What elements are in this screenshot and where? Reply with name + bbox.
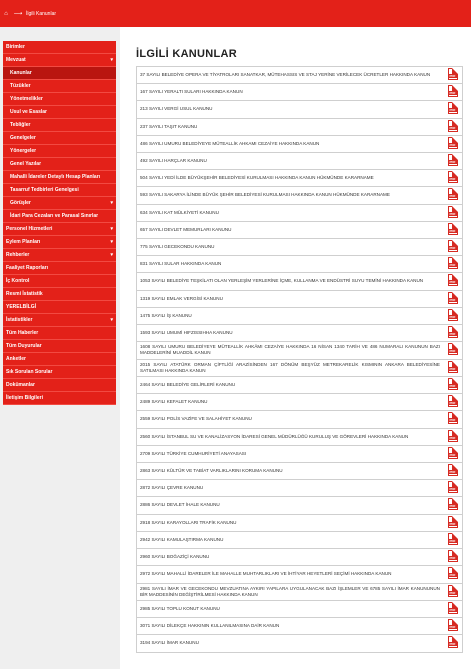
pdf-icon[interactable] [448, 464, 458, 476]
law-title[interactable]: 237 SAYILI TAŞIT KANUNU [137, 118, 444, 135]
pdf-icon[interactable] [448, 292, 458, 304]
law-title[interactable]: 2985 SAYILI TOPLU KONUT KANUNU [137, 600, 444, 617]
pdf-icon-label: PDF [449, 349, 456, 354]
sidebar-item-label: Personel Hizmetleri [6, 226, 53, 232]
sidebar-item[interactable] [3, 184, 116, 197]
sidebar-item[interactable] [3, 54, 116, 67]
pdf-icon-label: PDF [449, 487, 456, 492]
pdf-icon[interactable] [448, 533, 458, 545]
pdf-icon[interactable] [448, 619, 458, 631]
law-download-cell [443, 531, 463, 548]
sidebar-item[interactable] [3, 366, 116, 379]
sidebar-item-label: Anketler [6, 356, 27, 362]
pdf-icon-label: PDF [449, 607, 456, 612]
law-download-cell [443, 583, 463, 600]
breadcrumb-bar [0, 0, 471, 27]
arrow-right-icon: ⟶ [13, 11, 23, 17]
sidebar-item[interactable] [3, 119, 116, 132]
pdf-icon-label: PDF [449, 384, 456, 389]
sidebar-item-label: Kanunlar [10, 70, 32, 76]
sidebar-item[interactable] [3, 314, 116, 327]
sidebar-item[interactable] [3, 80, 116, 93]
pdf-icon-label: PDF [449, 521, 456, 526]
law-row [137, 290, 463, 307]
pdf-icon-label: PDF [449, 435, 456, 440]
law-row [137, 135, 463, 152]
law-download-cell [443, 411, 463, 428]
law-download-cell [443, 635, 463, 652]
pdf-icon[interactable] [448, 498, 458, 510]
pdf-icon[interactable] [448, 412, 458, 424]
law-download-cell [443, 256, 463, 273]
pdf-icon[interactable] [448, 567, 458, 579]
pdf-icon-label: PDF [449, 366, 456, 371]
pdf-icon-label: PDF [449, 194, 456, 199]
law-download-cell [443, 618, 463, 635]
pdf-icon[interactable] [448, 206, 458, 218]
law-title[interactable]: 167 SAYILI YERALTI SULARI HAKKINDA KANUN [137, 84, 444, 101]
law-title[interactable]: 2942 SAYILI KAMULAŞTIRMA KANUNU [137, 531, 444, 548]
law-title[interactable]: 634 SAYILI KAT MÜLKİYETİ KANUNU [137, 204, 444, 221]
sidebar-item-label: Genelgeler [10, 135, 36, 141]
pdf-icon-label: PDF [449, 246, 456, 251]
law-row [137, 463, 463, 480]
pdf-icon[interactable] [448, 378, 458, 390]
law-title[interactable]: 657 SAYILI DEVLET MEMURLARI KANUNU [137, 221, 444, 238]
law-download-cell [443, 463, 463, 480]
sidebar-item-label: İdari Para Cezaları ve Parasal Sınırlar [10, 213, 99, 219]
pdf-icon-label: PDF [449, 177, 456, 182]
law-title[interactable]: 3194 SAYILI İMAR KANUNU [137, 635, 444, 652]
pdf-icon[interactable] [448, 274, 458, 286]
law-title[interactable]: 492 SAYILI HARÇLAR KANUNU [137, 153, 444, 170]
sidebar-item[interactable] [3, 288, 116, 301]
law-title[interactable]: 2981 SAYILI İMAR VE GECEKONDU MEVZUATINA AYKIRI YAPILARA UYGULANACAK BAZI İŞLEMLER VE 6785 SAYILI İMAR KANUNUNUN BİR MADDESİNİN DEĞİŞTİRİLMESİ HAKKINDA KANUN [137, 583, 444, 600]
law-title[interactable]: 1053 SAYILI BELEDİYE TEŞKİLATI OLAN YERLEŞİM YERLERİNE İÇME, KULLANMA VE ENDÜSTRİ SUYU TEMİNİ HAKKINDA KANUN [137, 273, 444, 290]
law-download-cell [443, 67, 463, 84]
pdf-icon[interactable] [448, 223, 458, 235]
law-row [137, 394, 463, 411]
law-title[interactable]: 2560 SAYILI İSTANBUL SU VE KANALİZASYON İDARESİ GENEL MÜDÜRLÜĞÜ KURULUŞ VE GÖREVLERİ HAKKINDA KANUN [137, 428, 444, 445]
sidebar-item[interactable] [3, 158, 116, 171]
law-title[interactable]: 486 SAYILI UMURU BELEDİYEYE MÜTEALLİK AHKAMI CEZAİYE HAKKINDA KANUN [137, 135, 444, 152]
sidebar-item[interactable] [3, 106, 116, 119]
pdf-icon-label: PDF [449, 211, 456, 216]
sidebar-item-label: YERELBİLGİ [6, 304, 37, 310]
law-row [137, 359, 463, 376]
law-download-cell [443, 342, 463, 359]
law-row [137, 204, 463, 221]
sidebar-item-label: Mahalli İdareler Detaylı Hesap Planları [10, 174, 101, 180]
pdf-icon[interactable] [448, 309, 458, 321]
law-download-cell [443, 135, 463, 152]
chevron-down-icon: ▾ [110, 239, 113, 245]
sidebar-item-label: İletişim Bilgileri [6, 395, 43, 401]
law-title[interactable]: 2972 SAYILI MAHALLİ İDARELER İLE MAHALLE MUHTARLIKLARI VE İHTİYAR HEYETLERİ SEÇİMİ HAKKINDA KANUN [137, 566, 444, 583]
law-row [137, 445, 463, 462]
law-title[interactable]: 2872 SAYILI ÇEVRE KANUNU [137, 480, 444, 497]
law-download-cell [443, 101, 463, 118]
law-download-cell [443, 377, 463, 394]
pdf-icon[interactable] [448, 137, 458, 149]
pdf-icon-label: PDF [449, 108, 456, 113]
sidebar-item-label: Genel Yazılar [10, 161, 42, 167]
law-row [137, 256, 463, 273]
sidebar-item[interactable] [3, 171, 116, 184]
law-title[interactable]: 1593 SAYILI UMUMİ HIFZISSIHHA KANUNU [137, 325, 444, 342]
law-row [137, 67, 463, 84]
sidebar-item-label: Yönetmelikler [10, 96, 43, 102]
sidebar-item-label: Birimler [6, 44, 25, 50]
law-title[interactable]: 775 SAYILI GECEKONDU KANUNU [137, 239, 444, 256]
breadcrumb-current: İlgili Kanunlar [26, 10, 57, 17]
pdf-icon[interactable] [448, 85, 458, 97]
law-download-cell [443, 307, 463, 324]
pdf-icon[interactable] [448, 154, 458, 166]
law-download-cell [443, 84, 463, 101]
law-download-cell [443, 445, 463, 462]
pdf-icon-label: PDF [449, 228, 456, 233]
law-title[interactable]: 1319 SAYILI EMLAK VERGİSİ KANUNU [137, 290, 444, 307]
pdf-icon[interactable] [448, 361, 458, 373]
law-download-cell [443, 239, 463, 256]
law-title[interactable]: 2918 SAYILI KARAYOLLARI TRAFİK KANUNU [137, 514, 444, 531]
law-row [137, 497, 463, 514]
law-title[interactable]: 831 SAYILI SULAR HAKKINDA KANUN [137, 256, 444, 273]
pdf-icon-label: PDF [449, 142, 456, 147]
law-row [137, 531, 463, 548]
sidebar-item-label: Tebliğler [10, 122, 31, 128]
sidebar-item-label: Yönergeler [10, 148, 37, 154]
law-title[interactable]: 2559 SAYILI POLİS VAZİFE VE SALAHİYET KANUNU [137, 411, 444, 428]
pdf-icon-label: PDF [449, 625, 456, 630]
law-row [137, 170, 463, 187]
pdf-icon[interactable] [448, 585, 458, 597]
law-title[interactable]: 2489 SAYILI KEFALET KANUNU [137, 394, 444, 411]
pdf-icon[interactable] [448, 395, 458, 407]
sidebar-item-label: Tüm Haberler [6, 330, 39, 336]
law-row [137, 635, 463, 652]
pdf-icon-label: PDF [449, 297, 456, 302]
sidebar-item-label: Rehberler [6, 252, 30, 258]
law-title[interactable]: 2863 SAYILI KÜLTÜR VE TABİAT VARLIKLARINI KORUMA KANUNU [137, 463, 444, 480]
law-row [137, 273, 463, 290]
law-row [137, 101, 463, 118]
law-title[interactable]: 2015 SAYILI ATATÜRK ORMAN ÇİFTLİĞİ ARAZİSİNDEN 167 DÖNÜM BEŞYÜZ METREKARELİK KISMININ ANKARA BELEDİYESİNE SATILMASI HAKKINDA KANUN [137, 359, 444, 376]
pdf-icon[interactable] [448, 550, 458, 562]
pdf-icon-label: PDF [449, 125, 456, 130]
pdf-icon-label: PDF [449, 470, 456, 475]
pdf-icon[interactable] [448, 171, 458, 183]
law-download-cell [443, 497, 463, 514]
sidebar-item-label: İç Kontrol [6, 278, 30, 284]
sidebar-item[interactable] [3, 132, 116, 145]
law-download-cell [443, 549, 463, 566]
sidebar-item[interactable] [3, 262, 116, 275]
chevron-down-icon: ▾ [110, 200, 113, 206]
pdf-icon[interactable] [448, 516, 458, 528]
law-row [137, 84, 463, 101]
chevron-down-icon: ▾ [110, 252, 113, 258]
law-download-cell [443, 514, 463, 531]
sidebar-item-label: Dokümanlar [6, 382, 35, 388]
law-row [137, 187, 463, 204]
law-title[interactable]: 593 SAYILI SAKARYA İLİNDE BÜYÜK ŞEHİR BELEDİYESİ KURULMASI HAKKINDA KANUN HÜKMÜNDE KARARNAME [137, 187, 444, 204]
pdf-icon-label: PDF [449, 314, 456, 319]
law-title[interactable]: 37 SAYILI BELEDİYE OPERA VE TİYATROLARI SANATKAR, MÜTEHASSIS VE STAJ YERİNE VERİLECEK ÜCRETLER HAKKINDA KANUN [137, 67, 444, 84]
sidebar-item[interactable] [3, 340, 116, 353]
sidebar-item[interactable] [3, 41, 116, 54]
chevron-down-icon: ▾ [110, 317, 113, 323]
laws-table [136, 66, 463, 653]
law-row [137, 480, 463, 497]
law-row [137, 600, 463, 617]
law-title[interactable]: 504 SAYILI YEDİ İLDE BÜYÜKŞEHİR BELEDİYESİ KURULMASI HAKKINDA KANUN HÜKMÜNDE KARARNAME [137, 170, 444, 187]
sidebar-item-label: İstatistikler [6, 317, 33, 323]
law-download-cell [443, 204, 463, 221]
pdf-icon-label: PDF [449, 160, 456, 165]
sidebar-item-label: Faaliyet Raporları [6, 265, 48, 271]
law-download-cell [443, 153, 463, 170]
sidebar-item-label: Usul ve Esaslar [10, 109, 47, 115]
pdf-icon[interactable] [448, 102, 458, 114]
law-title[interactable]: 2709 SAYILI TÜRKİYE CUMHURİYETİ ANAYASASI [137, 445, 444, 462]
law-download-cell [443, 273, 463, 290]
law-download-cell [443, 359, 463, 376]
sidebar-item-label: Mevzuat [6, 57, 26, 63]
law-title[interactable]: 3071 SAYILI DİLEKÇE HAKKININ KULLANILMASINA DAİR KANUN [137, 618, 444, 635]
pdf-icon-label: PDF [449, 452, 456, 457]
sidebar-item[interactable] [3, 236, 116, 249]
pdf-icon-label: PDF [449, 573, 456, 578]
pdf-icon[interactable] [448, 326, 458, 338]
sidebar-item[interactable] [3, 223, 116, 236]
law-download-cell [443, 600, 463, 617]
sidebar-item[interactable] [3, 353, 116, 366]
law-title[interactable]: 213 SAYILI VERGİ USUL KANUNU [137, 101, 444, 118]
law-download-cell [443, 325, 463, 342]
law-row [137, 618, 463, 635]
sidebar-item-label: Tasarruf Tedbirleri Genelgesi [10, 187, 79, 193]
pdf-icon-label: PDF [449, 91, 456, 96]
chevron-down-icon: ▾ [110, 57, 113, 63]
sidebar-item-label: Görüşler [10, 200, 31, 206]
pdf-icon[interactable] [448, 602, 458, 614]
sidebar-item[interactable] [3, 275, 116, 288]
pdf-icon[interactable] [448, 447, 458, 459]
sidebar-item[interactable] [3, 327, 116, 340]
sidebar-item-label: Tüm Duyurular [6, 343, 42, 349]
sidebar-item[interactable] [3, 93, 116, 106]
law-row [137, 221, 463, 238]
pdf-icon[interactable] [448, 481, 458, 493]
pdf-icon-label: PDF [449, 280, 456, 285]
sidebar-item-label: Resmi İstatistik [6, 291, 43, 297]
pdf-icon-label: PDF [449, 263, 456, 268]
pdf-icon-label: PDF [449, 538, 456, 543]
law-title[interactable]: 1608 SAYILI UMURU BELEDİYEYE MÜTEALLİK AHKÂMI CEZAİYE HAKKINDA 16 NİSAN 1340 TARİH VE 486 NUMARALI KANUNUN BAZI MADDELERİNİ MUADDİL KANUN [137, 342, 444, 359]
law-title[interactable]: 2886 SAYILI DEVLET İHALE KANUNU [137, 497, 444, 514]
law-download-cell [443, 290, 463, 307]
chevron-down-icon: ▾ [110, 226, 113, 232]
law-download-cell [443, 428, 463, 445]
main-content [136, 48, 463, 653]
sidebar-item[interactable] [3, 67, 116, 80]
pdf-icon[interactable] [448, 636, 458, 648]
pdf-icon-label: PDF [449, 556, 456, 561]
pdf-icon[interactable] [448, 240, 458, 252]
law-row [137, 118, 463, 135]
law-download-cell [443, 480, 463, 497]
sidebar-item[interactable] [3, 210, 116, 223]
sidebar-item-label: Sık Sorulan Sorular [6, 369, 53, 375]
pdf-icon[interactable] [448, 343, 458, 355]
sidebar-item[interactable] [3, 392, 116, 405]
sidebar-item[interactable] [3, 301, 116, 314]
pdf-icon[interactable] [448, 257, 458, 269]
pdf-icon-label: PDF [449, 504, 456, 509]
pdf-icon-label: PDF [449, 418, 456, 423]
law-row [137, 514, 463, 531]
law-download-cell [443, 118, 463, 135]
law-row [137, 428, 463, 445]
sidebar-item[interactable] [3, 379, 116, 392]
pdf-icon-label: PDF [449, 401, 456, 406]
law-title[interactable]: 2960 SAYILI BOĞAZİÇİ KANUNU [137, 549, 444, 566]
law-download-cell [443, 394, 463, 411]
law-row [137, 377, 463, 394]
law-download-cell [443, 170, 463, 187]
page-title: İLGİLİ KANUNLAR [136, 48, 238, 60]
law-row [137, 342, 463, 359]
law-download-cell [443, 566, 463, 583]
law-row [137, 239, 463, 256]
pdf-icon-label: PDF [449, 642, 456, 647]
law-row [137, 583, 463, 600]
sidebar-item-label: Tüzükler [10, 83, 31, 89]
pdf-icon-label: PDF [449, 74, 456, 78]
law-row [137, 307, 463, 324]
pdf-icon-label: PDF [449, 332, 456, 337]
home-icon[interactable]: ⌂ [4, 10, 8, 17]
pdf-icon[interactable] [448, 68, 458, 80]
sidebar-item[interactable] [3, 197, 116, 210]
law-row [137, 411, 463, 428]
pdf-icon[interactable] [448, 430, 458, 442]
law-row [137, 325, 463, 342]
law-row [137, 566, 463, 583]
pdf-icon[interactable] [448, 120, 458, 132]
pdf-icon-label: PDF [449, 590, 456, 595]
pdf-icon[interactable] [448, 188, 458, 200]
law-download-cell [443, 187, 463, 204]
sidebar-menu [3, 41, 116, 405]
law-title[interactable]: 1475 SAYILI İŞ KANUNU [137, 307, 444, 324]
sidebar-item-label: Eylem Planları [6, 239, 41, 245]
law-download-cell [443, 221, 463, 238]
law-row [137, 153, 463, 170]
sidebar-item[interactable] [3, 145, 116, 158]
sidebar-item[interactable] [3, 249, 116, 262]
law-title[interactable]: 2464 SAYILI BELEDİYE GELİRLERİ KANUNU [137, 377, 444, 394]
law-row [137, 549, 463, 566]
